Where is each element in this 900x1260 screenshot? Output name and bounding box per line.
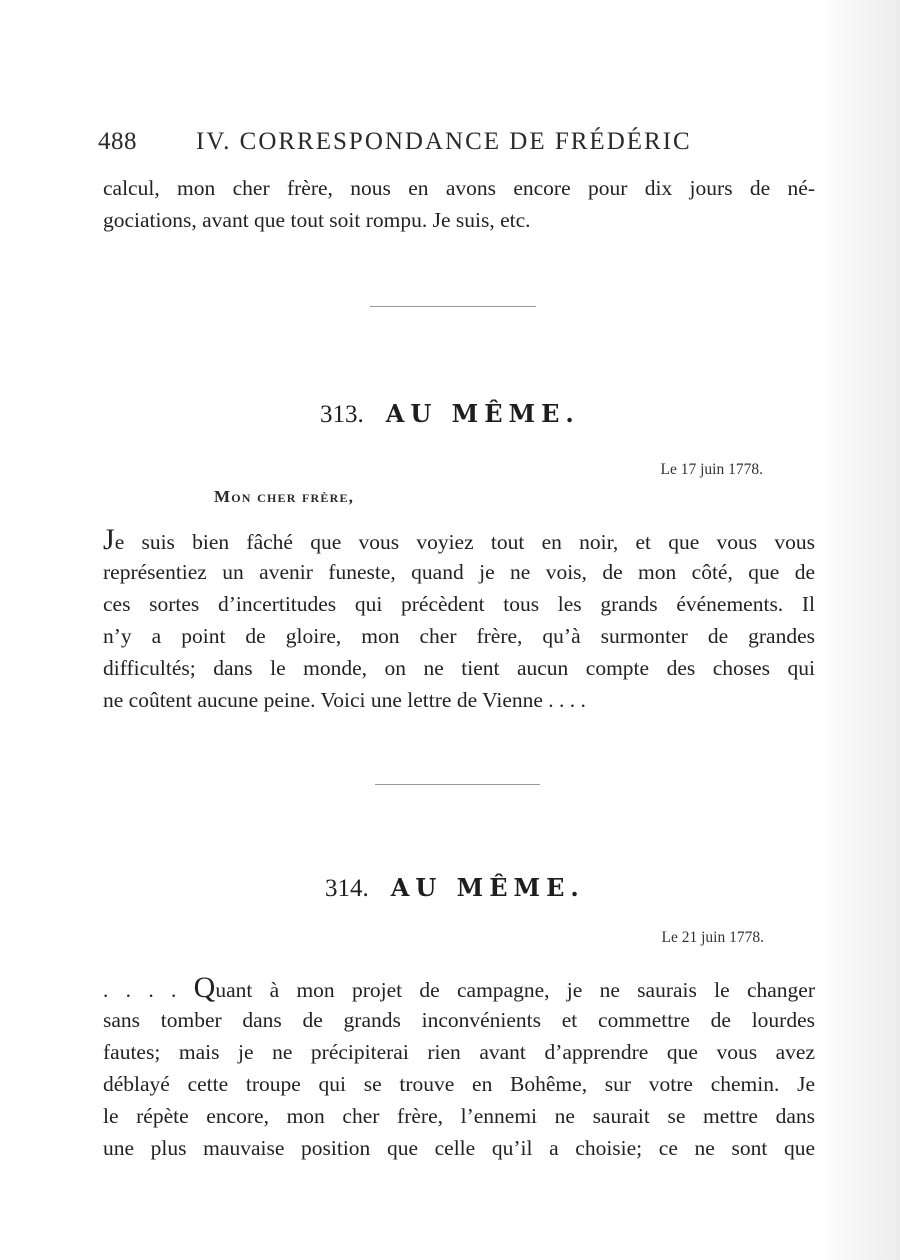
text-line: ces sortes d’incertitudes qui précèdent tous les grands événements. Il bbox=[103, 592, 815, 616]
text-line: Je suis bien fâché que vous voyiez tout en noir, et que vous vous bbox=[103, 523, 815, 556]
letter-number: 313. bbox=[320, 401, 364, 428]
section-divider bbox=[370, 306, 536, 307]
section-divider bbox=[375, 784, 540, 785]
text-line: déblayé cette troupe qui se trouve en Bohême, sur votre chemin. Je bbox=[103, 1072, 815, 1096]
text-line: calcul, mon cher frère, nous en avons encore pour dix jours de né- bbox=[103, 176, 815, 200]
text-line: difficultés; dans le monde, on ne tient aucun compte des choses qui bbox=[103, 656, 815, 680]
continuation-paragraph bbox=[103, 172, 815, 236]
text-line: le répète encore, mon cher frère, l’ennemi ne saurait se mettre dans bbox=[103, 1104, 815, 1128]
text-line: ne coûtent aucune peine. Voici une lettre de Vienne . . . . bbox=[103, 688, 586, 712]
text-line: n’y a point de gloire, mon cher frère, qu’à surmonter de grandes bbox=[103, 624, 815, 648]
drop-cap: J bbox=[103, 523, 115, 556]
ellipsis-lead: . . . . bbox=[103, 978, 194, 1002]
running-head bbox=[98, 128, 692, 156]
letter-title: AU MÊME. bbox=[390, 873, 585, 902]
text-line: une plus mauvaise position que celle qu’il a choisie; ce ne sont que bbox=[103, 1136, 815, 1160]
letter-date: Le 21 juin 1778. bbox=[661, 929, 764, 946]
drop-cap: Q bbox=[193, 971, 216, 1004]
text-line: . . . . Quant à mon projet de campagne, je ne saurais le changer bbox=[103, 971, 816, 1004]
letter-heading-314 bbox=[325, 872, 585, 903]
running-title: IV. CORRESPONDANCE DE FRÉDÉRIC bbox=[196, 128, 692, 155]
letter-number: 314. bbox=[325, 875, 369, 902]
letter-heading-313 bbox=[320, 398, 580, 429]
text-line: sans tomber dans de grands inconvénients et commettre de lourdes bbox=[103, 1008, 815, 1032]
letter-body-313 bbox=[103, 524, 815, 716]
salutation: Mon cher frère, bbox=[214, 487, 355, 506]
letter-body-314 bbox=[103, 972, 815, 1164]
text-line: représentiez un avenir funeste, quand je ne vois, de mon côté, que de bbox=[103, 560, 815, 584]
letter-date: Le 17 juin 1778. bbox=[660, 461, 763, 478]
letter-title: AU MÊME. bbox=[385, 399, 580, 428]
text-line: fautes; mais je ne précipiterai rien avant d’apprendre que vous avez bbox=[103, 1040, 815, 1064]
text-line: gociations, avant que tout soit rompu. Je suis, etc. bbox=[103, 208, 531, 232]
page-number: 488 bbox=[98, 128, 137, 155]
